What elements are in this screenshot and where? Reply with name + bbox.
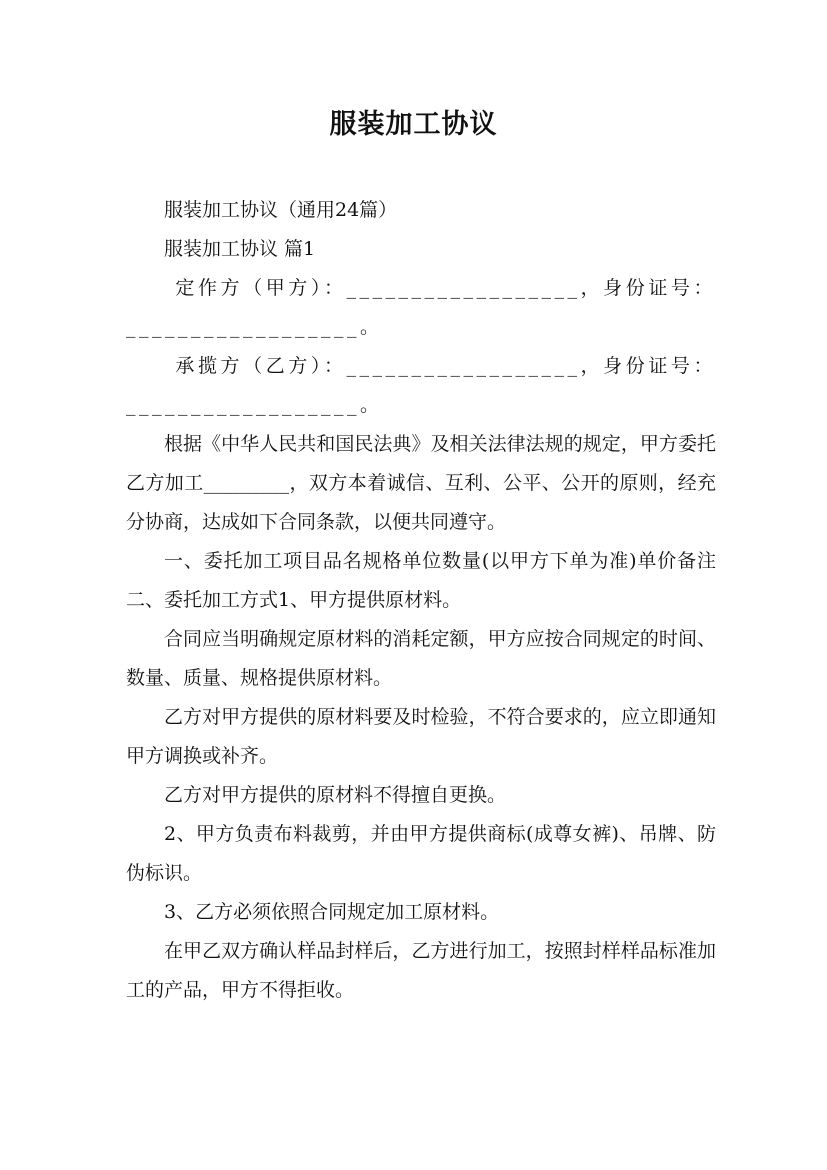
party-b-line: 承揽方（乙方）：__________________，身份证号：__________________。	[126, 355, 716, 416]
party-a-line: 定作方（甲方）：__________________，身份证号：__________________。	[126, 277, 716, 338]
subtitle-paragraph: 服装加工协议（通用24篇）	[164, 199, 398, 221]
paragraph-clause-2: 2、甲方负责布料裁剪，并由甲方提供商标(成尊女裤)、吊牌、防伪标识。	[126, 823, 716, 884]
paragraph-sample-approval: 在甲乙双方确认样品封样后，乙方进行加工，按照封样样品标准加工的产品，甲方不得拒收。	[126, 940, 716, 1001]
paragraph-clause-1: 一、委托加工项目品名规格单位数量(以甲方下单为准)单价备注二、委托加工方式1、甲方提供原材料。	[126, 550, 716, 611]
paragraph-material-quota: 合同应当明确规定原材料的消耗定额，甲方应按合同规定的时间、数量、质量、规格提供原材料。	[126, 628, 716, 689]
paragraph-clause-3: 3、乙方必须依照合同规定加工原材料。	[164, 901, 500, 923]
paragraph-material-inspection: 乙方对甲方提供的原材料要及时检验，不符合要求的，应立即通知甲方调换或补齐。	[126, 706, 716, 767]
paragraph-no-replacement: 乙方对甲方提供的原材料不得擅自更换。	[164, 784, 507, 806]
document-title: 服装加工协议	[329, 109, 498, 140]
paragraph-legal-basis: 根据《中华人民共和国民法典》及相关法律法规的规定，甲方委托乙方加工_________，双方本着诚信、互利、公平、公开的原则，经充分协商，达成如下合同条款，以便共同遵守。	[126, 433, 716, 533]
section-heading: 服装加工协议 篇1	[164, 238, 316, 260]
document-body	[126, 191, 716, 1010]
